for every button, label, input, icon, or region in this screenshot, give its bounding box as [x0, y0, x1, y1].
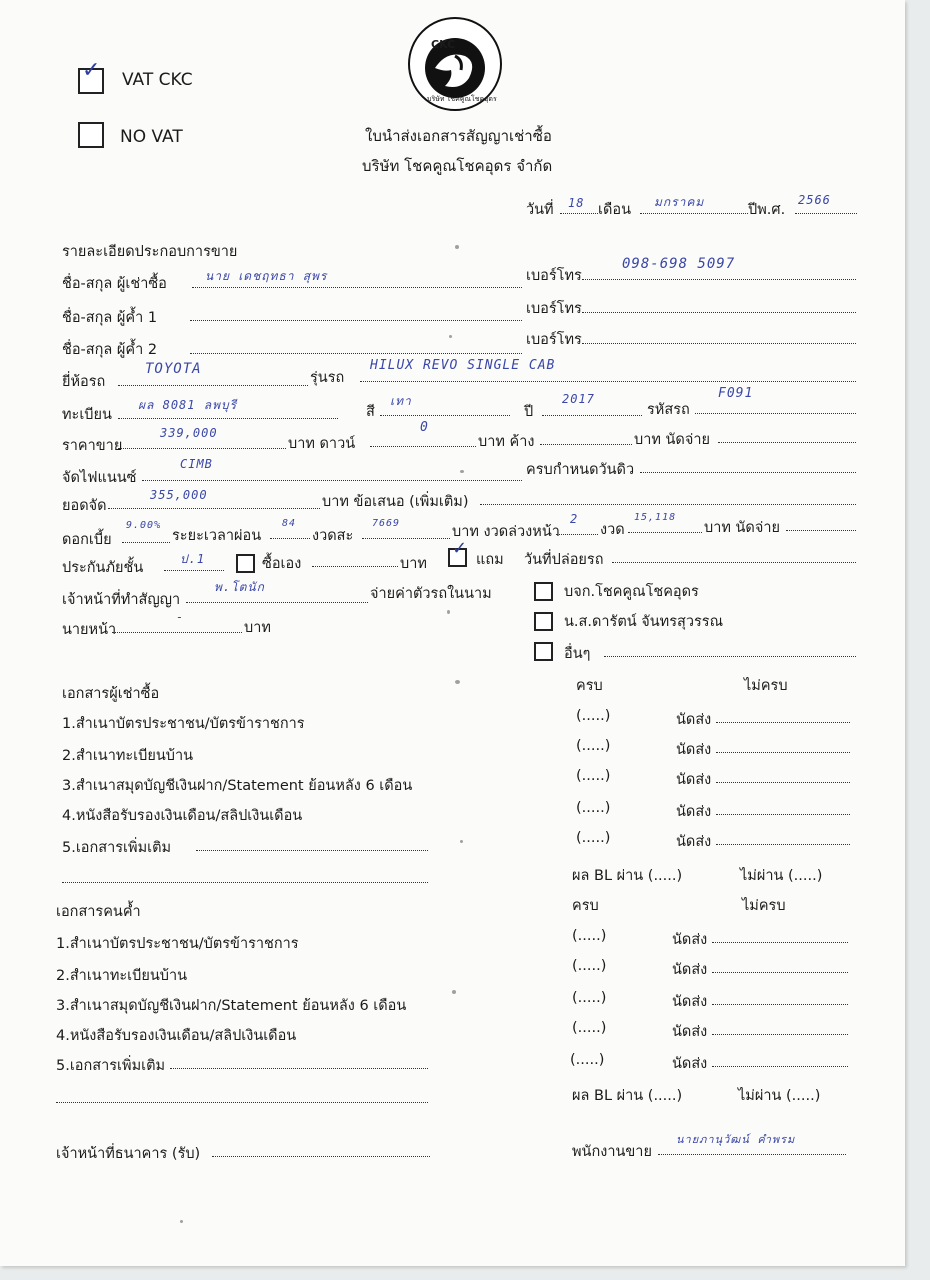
- hirer-doc-appoint: นัดส่ง: [676, 804, 712, 820]
- insurance-baht-label: บาท: [400, 556, 427, 572]
- extra-offer-label: บาท ข้อเสนอ (เพิ่มเติม): [322, 494, 469, 510]
- installment-label: งวดสะ: [312, 528, 354, 544]
- hirer-doc-check[interactable]: (.....): [576, 708, 611, 724]
- period-label: งวด: [600, 522, 625, 538]
- no-vat-label: NO VAT: [120, 127, 183, 147]
- logo-caption: บริษัท โชคคูณโชคอุดร: [427, 95, 497, 103]
- car-code-label: รหัสรถ: [647, 402, 690, 418]
- payee3-label: อื่นๆ: [564, 646, 591, 662]
- day-label: วันที่: [526, 202, 554, 218]
- hirer-doc-appoint: นัดส่ง: [676, 712, 712, 728]
- sales-staff-value: นายภานุวัฒน์ คำพรม: [676, 1133, 796, 1146]
- due-date-label: ครบกำหนดวันดิว: [526, 462, 635, 478]
- installment-value: 7669: [372, 518, 401, 529]
- brand-label: ยี่ห้อรถ: [62, 374, 106, 390]
- hirer-phone-label: เบอร์โทร: [526, 268, 582, 284]
- check-mark-icon: ✓: [82, 58, 101, 83]
- hirer-docs-title: เอกสารผู้เช่าซื้อ: [62, 686, 160, 702]
- bank-officer-label: เจ้าหน้าที่ธนาคาร (รับ): [56, 1146, 201, 1162]
- hirer-doc-check[interactable]: (.....): [576, 830, 611, 846]
- hirer-doc-item: 3.สำเนาสมุดบัญชีเงินฝาก/Statement ย้อนหลัง 6 เดือน: [62, 778, 413, 794]
- release-label: วันที่ปล่อยรถ: [524, 552, 604, 568]
- guarantor-doc-check[interactable]: (.....): [572, 990, 607, 1006]
- month-label: เดือน: [598, 202, 631, 218]
- document-title: ใบนำส่งเอกสารสัญญาเช่าซื้อ: [365, 127, 552, 145]
- hirer-bl-pass: ผล BL ผ่าน (.....): [572, 868, 683, 884]
- guarantor-doc-appoint: นัดส่ง: [672, 932, 708, 948]
- hirer-doc-check[interactable]: (.....): [576, 738, 611, 754]
- pay-date-label: บาท นัดจ่าย: [704, 520, 780, 536]
- reg-label: ทะเบียน: [62, 407, 112, 423]
- hirer-doc-appoint: นัดส่ง: [676, 834, 712, 850]
- guarantor-doc-item: 4.หนังสือรับรองเงินเดือน/สลิปเงินเดือน: [56, 1028, 297, 1044]
- guarantor-doc-item: 1.สำเนาบัตรประชาชน/บัตรข้าราชการ: [56, 936, 299, 952]
- finance-label: จัดไฟแนนซ์: [62, 470, 137, 486]
- scan-speck: [449, 335, 452, 338]
- down-value: 0: [420, 420, 429, 435]
- price-value: 339,000: [160, 426, 218, 440]
- scan-speck: [452, 990, 456, 994]
- guarantor-doc-appoint: นัดส่ง: [672, 994, 708, 1010]
- broker-baht-label: บาท: [244, 620, 271, 636]
- year-label: ปีพ.ศ.: [748, 202, 786, 218]
- payee1-label: บจก.โชคคูณโชคอุดร: [564, 584, 699, 600]
- guarantor-docs-incomplete-header: ไม่ครบ: [742, 898, 786, 914]
- guarantor-doc-appoint: นัดส่ง: [672, 1024, 708, 1040]
- guarantor-docs-complete-header: ครบ: [572, 898, 599, 914]
- period-value: 15,118: [634, 512, 677, 523]
- logo-text: CKC: [431, 38, 456, 51]
- guarantor-doc-appoint: นัดส่ง: [672, 1056, 708, 1072]
- guarantor-doc-check[interactable]: (.....): [572, 928, 607, 944]
- fee-payee-label: จ่ายค่าตัวรถในนาม: [370, 586, 492, 602]
- scan-speck: [455, 245, 459, 249]
- term-value: 84: [282, 518, 297, 529]
- insurance-label: ประกันภัยชั้น: [62, 560, 144, 576]
- hirer-doc-appoint: นัดส่ง: [676, 742, 712, 758]
- guarantor-doc-check[interactable]: (.....): [570, 1052, 605, 1068]
- scan-speck: [180, 1220, 183, 1223]
- color-value: เทา: [390, 394, 412, 408]
- hirer-doc-item: 2.สำเนาทะเบียนบ้าน: [62, 748, 194, 764]
- check-mark-icon: ✓: [452, 538, 468, 559]
- scan-speck: [455, 680, 460, 684]
- total-label: ยอดจัด: [62, 498, 107, 514]
- advance-label: บาท งวดล่วงหน้า: [452, 524, 560, 540]
- reg-value: ผล 8081 ลพบุรี: [138, 398, 238, 412]
- guarantor-bl-pass: ผล BL ผ่าน (.....): [572, 1088, 683, 1104]
- buy-self-checkbox[interactable]: [236, 554, 255, 573]
- hirer-value: นาย เดชฤทธา สุพร: [205, 269, 328, 283]
- payee2-label: น.ส.ดารัตน์ จันทรสุวรรณ: [564, 614, 724, 630]
- due-pay-label: บาท นัดจ่าย: [634, 432, 710, 448]
- guarantor-doc-item: 2.สำเนาทะเบียนบ้าน: [56, 968, 188, 984]
- year-value: 2566: [798, 193, 831, 207]
- hirer-doc-check[interactable]: (.....): [576, 768, 611, 784]
- hirer-doc-item: 1.สำเนาบัตรประชาชน/บัตรข้าราชการ: [62, 716, 305, 732]
- scan-speck: [460, 840, 463, 843]
- hirer-doc-appoint: นัดส่ง: [676, 772, 712, 788]
- scan-speck: [447, 610, 450, 614]
- hirer-bl-fail: ไม่ผ่าน (.....): [740, 868, 823, 884]
- hirer-phone-value: 098-698 5097: [622, 256, 736, 272]
- sales-staff-label: พนักงานขาย: [572, 1144, 652, 1160]
- scan-speck: [460, 470, 464, 473]
- guarantor-doc-check[interactable]: (.....): [572, 958, 607, 974]
- guarantor2-phone-label: เบอร์โทร: [526, 332, 582, 348]
- payee3-checkbox[interactable]: [534, 642, 553, 661]
- price-label: ราคาขาย: [62, 438, 123, 454]
- broker-label: นายหน้า: [62, 622, 117, 638]
- vat-ckc-label: VAT CKC: [122, 70, 193, 90]
- guarantor-docs-title: เอกสารคนค้ำ: [56, 904, 141, 920]
- hirer-doc-item: 4.หนังสือรับรองเงินเดือน/สลิปเงินเดือน: [62, 808, 303, 824]
- term-label: ระยะเวลาผ่อน: [172, 528, 262, 544]
- officer-label: เจ้าหน้าที่ทำสัญญา: [62, 592, 181, 608]
- company-logo: [407, 16, 503, 112]
- model-label: รุ่นรถ: [310, 370, 345, 386]
- owed-label: บาท ค้าง: [478, 434, 535, 450]
- month-value: มกราคม: [654, 195, 705, 209]
- year-model-label: ปี: [524, 404, 534, 420]
- day-value: 18: [568, 196, 585, 210]
- buy-self-label: ซื้อเอง: [262, 556, 302, 572]
- guarantor1-phone-label: เบอร์โทร: [526, 301, 582, 317]
- insurance-value: ป.1: [180, 552, 206, 566]
- advance-value: 2: [570, 512, 579, 526]
- officer-value: พ.โตนัก: [214, 580, 265, 594]
- guarantor-doc-item: 5.เอกสารเพิ่มเติม: [56, 1058, 166, 1074]
- model-value: HILUX REVO SINGLE CAB: [370, 358, 556, 373]
- finance-value: CIMB: [180, 457, 213, 471]
- company-name: บริษัท โชคคูณโชคอุดร จำกัด: [362, 157, 553, 175]
- payee1-checkbox[interactable]: [534, 582, 553, 601]
- guarantor-bl-fail: ไม่ผ่าน (.....): [738, 1088, 821, 1104]
- guarantor-doc-appoint: นัดส่ง: [672, 962, 708, 978]
- no-vat-checkbox[interactable]: [78, 122, 104, 148]
- total-value: 355,000: [150, 488, 208, 502]
- sales-section-title: รายละเอียดประกอบการขาย: [62, 244, 238, 260]
- hirer-docs-incomplete-header: ไม่ครบ: [744, 678, 788, 694]
- broker-value: -: [176, 610, 185, 624]
- guarantor2-label: ชื่อ-สกุล ผู้ค้ำ 2: [62, 342, 158, 358]
- interest-label: ดอกเบี้ย: [62, 532, 112, 548]
- interest-value: 9.00%: [126, 520, 162, 531]
- year-model-value: 2017: [562, 392, 595, 406]
- car-code-value: F091: [718, 386, 754, 401]
- guarantor-doc-check[interactable]: (.....): [572, 1020, 607, 1036]
- hirer-doc-item: 5.เอกสารเพิ่มเติม: [62, 840, 172, 856]
- payee2-checkbox[interactable]: [534, 612, 553, 631]
- guarantor-doc-item: 3.สำเนาสมุดบัญชีเงินฝาก/Statement ย้อนหลัง 6 เดือน: [56, 998, 407, 1014]
- brand-value: TOYOTA: [145, 361, 202, 377]
- hirer-docs-complete-header: ครบ: [576, 678, 603, 694]
- free-label: แถม: [476, 552, 504, 568]
- hirer-doc-check[interactable]: (.....): [576, 800, 611, 816]
- color-label: สี: [366, 404, 375, 420]
- hirer-label: ชื่อ-สกุล ผู้เช่าซื้อ: [62, 276, 167, 292]
- down-label: บาท ดาวน์: [288, 436, 356, 452]
- guarantor1-label: ชื่อ-สกุล ผู้ค้ำ 1: [62, 310, 158, 326]
